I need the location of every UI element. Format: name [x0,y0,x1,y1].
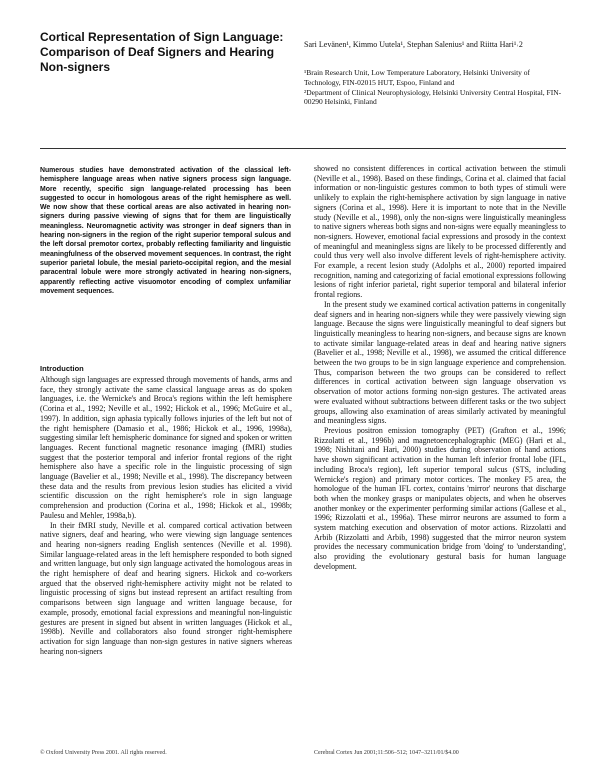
journal-footer: Cerebral Cortex Jun 2001;11:506–512; 1047–3211/01/$4.00 [314,750,459,756]
section-heading-introduction: Introduction [40,364,84,373]
header-divider [40,148,566,149]
left-column [40,364,292,656]
abstract: Numerous studies have demonstrated activation of the classical left-hemisphere language areas when native signers process sign language. More recently, specific sign language-related processing has been suggested to occur in homologous areas of the right hemisphere as well. We now show that these cortical areas are also activated in hearing non-signers during passive viewing of signs that for them are linguistically meaningless. Neuromagnetic activity was stronger in deaf signers than in hearing non-signers in the region of the right superior temporal sulcus and the left dorsal premotor cortex, probably reflecting familiarity and linguistic meaningfulness of the observed movement sequences. In contrast, the right superior parietal lobule, the mesial parieto-occipital region, and the mesial paracentral lobule were more strongly activated in hearing non-signers, apparently reflecting active visuomotor encoding of complex unfamiliar movement sequences. [40,167,291,295]
body-paragraph-1: showed no consistent differences in cortical activation between the stimuli (Neville et al., 1998). Based on these findings, Corina et al. claimed that facial information or non-linguistic gestures common to both types of stimuli were unlikely to explain the right-hemisphere activation by sign language in native signers (Corina et al., 1998). Here it is important to note that in the Neville study (Neville et al., 1998), only the non-signs were linguistically meaningless to native signers whereas both signs and non-signs were equally meaningless to non-signers. However, emotional facial expressions and prosody in the context of meaningful and meaningless signs are likely to be processed differently and could thus very well also involve different levels of right-hemisphere activity. For example, a recent lesion study (Adolphs et al., 2000) reported impaired recognition, naming and categorizing of facial emotional expressions following lesions of right inferior parietal, right superior temporal and bilateral inferior frontal regions. [314,164,566,300]
author-list: Sari Levänen¹, Kimmo Uutela¹, Stephan Salenius¹ and Riitta Hari¹˒2 [304,40,523,49]
body-paragraph-3: Previous positron emission tomography (PET) (Grafton et al., 1996; Rizzolatti et al., 1996b) and magnetoencephalographic (MEG) (Hari et al., 1998; Nishitani and Hari, 2000) studies during observation of hand actions have shown significant activation in the human left inferior frontal lobe (IFL, including Broca's region), left superior temporal sulcus (STS, including Wernicke's region) and primary motor cortices. The monkey F5 area, the homologue of the human IFL cortex, contains 'mirror' neurons that discharge both when the monkey grasps or manipulates objects, and when he observes another monkey or the experimenter performing similar actions (Gallese et al., 1996; Rizzolatti et al., 1996a). These mirror neurons are assumed to form a system matching execution and observation of motor actions. Rizzolatti and Arbib (Rizzolatti and Arbib, 1998) suggested that the mirror neuron system provides the necessary communication bridge from 'doing' to 'understanding', also providing the evolutionary gestural basis for human language development. [314,425,566,571]
right-column [314,164,566,572]
affiliation-1: ¹Brain Research Unit, Low Temperature Laboratory, Helsinki University of Technology, FIN-02015 HUT, Espoo, Finland and [304,68,531,87]
affiliations [304,68,566,107]
affiliation-2: ²Department of Clinical Neurophysiology, Helsinki University Central Hospital, FIN-00290 Helsinki, Finland [304,87,562,107]
intro-paragraph-1: Although sign languages are expressed through movements of hands, arms and face, they strongly activate the same classical language areas as do spoken languages, i.e. the Wernicke's and Broca's regions within the left hemisphere (Corina et al., 1992; Neville et al., 1992; Hickok et al., 1996; McGuire et al., 1997). In addition, sign aphasia typically follows injuries of the left but not of the right hemisphere (Damasio et al., 1986; Hickok et al., 1996, 1998a), suggesting similar left hemispheric dominance for signed and spoken or written languages. Recent functional magnetic resonance imaging (fMRI) studies suggest that the posterior temporal and inferior frontal regions of the right hemisphere also have a specific role in the linguistic processing of sign language (Bavelier et al., 1998; Neville et al., 1998). The discrepancy between these data and the results from previous lesion studies has elicited a vivid scientific discussion on the right hemisphere's role in sign language comprehension and production (Corina et al., 1998; Hickok et al., 1998b; Paulesu and Mehler, 1998a,b). [40,375,292,520]
copyright-footer: © Oxford University Press 2001. All rights reserved. [40,750,167,756]
body-paragraph-2: In the present study we examined cortical activation patterns in congenitally deaf signers and in hearing non-signers while they were passively viewing sign language. Because the signs were linguistically meaningful to deaf signers but linguistically meaningless to hearing non-signers, and because signs are known to activate similar language-related areas in deaf and hearing native signers (Bavelier et al., 1998; Neville et al., 1998), we assumed the critical difference between the two groups to be in sign language experience and comprehension. Thus, comparison between the two groups can be considered to reflect differences in cortical activation between sign language observation vs observation of motor actions forming non-sign gestures. The activated areas were evaluated without subtractions between different tasks or the two subject groups, allowing also examination of areas similarly activated by meaningful and meaningless signs. [314,299,566,426]
intro-paragraph-2: In their fMRI study, Neville et al. compared cortical activation between native signers, deaf and hearing, who were viewing sign language sentences and hearing non-signers reading English sentences (Neville et al. 1998). Similar language-related areas in the left hemisphere responded to both signed and written language, but only sign language activated the homologous areas in the right hemisphere of deaf and hearing signers. Hickok and co-workers argued that the observed right-hemisphere activity might not be related to linguistic processing of signs but instead represent an artifact resulting from comparisons between sign language and written language because, for example, prosody, emotional facial expressions and meaningful non-linguistic gestures are present in signed but absent in written languages (Hickok et al., 1998b). Neville and collaborators also found stronger right-hemisphere activation for sign language than non-sign gestures in native signers whereas hearing non-signers [40,520,292,656]
paper-title: Cortical Representation of Sign Language: Comparison of Deaf Signers and Hearing Non-signers [40,30,284,74]
